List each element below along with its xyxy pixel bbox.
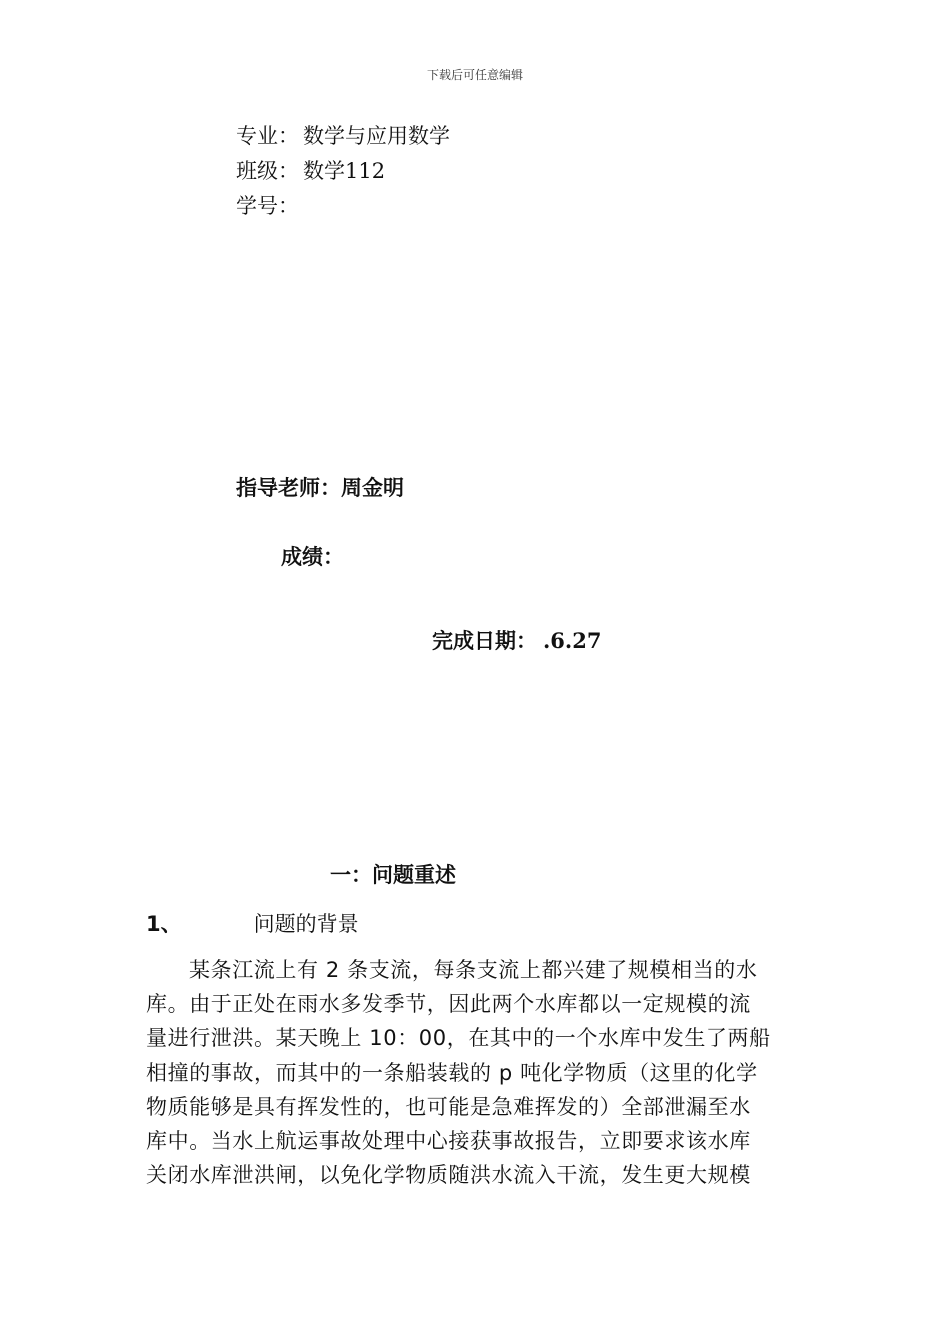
completion-date-line [432, 626, 601, 656]
class-label: 班级： [236, 159, 299, 183]
section-title: 一：问题重述 [330, 863, 456, 887]
completion-date-label: 完成日期： [432, 629, 537, 653]
student-id-label: 学号： [236, 194, 299, 218]
class-value: 数学112 [303, 159, 386, 183]
paragraph-line: 库中。当水上航运事故处理中心接获事故报告，立即要求该水库 [146, 1128, 751, 1153]
grade-label: 成绩： [281, 545, 344, 569]
paragraph-line: 量进行泄洪。某天晚上 10：00，在其中的一个水库中发生了两船 [146, 1026, 771, 1051]
paragraph-line: 相撞的事故，而其中的一条船装载的 p 吨化学物质（这里的化学 [146, 1060, 758, 1085]
paragraph-line: 库。由于正处在雨水多发季节，因此两个水库都以一定规模的流 [146, 992, 751, 1017]
page-header-note: 下载后可任意编辑 [426, 68, 523, 82]
paragraph-line: 关闭水库泄洪闸，以免化学物质随洪水流入干流，发生更大规模 [146, 1163, 751, 1188]
background-paragraph [146, 953, 806, 1192]
completion-date-value: .6.27 [543, 628, 602, 653]
major-line [236, 121, 450, 151]
student-id-line [236, 191, 299, 221]
sub-heading [146, 908, 359, 938]
sub-heading-title: 问题的背景 [253, 912, 359, 936]
major-value: 数学与应用数学 [303, 124, 450, 148]
advisor-line: 指导老师：周金明 [236, 476, 404, 500]
major-label: 专业： [236, 124, 299, 148]
sub-heading-number: 1、 [146, 912, 182, 936]
paragraph-line: 物质能够是具有挥发性的，也可能是急难挥发的）全部泄漏至水 [146, 1094, 751, 1119]
paragraph-line: 某条江流上有 2 条支流，每条支流上都兴建了规模相当的水 [189, 958, 758, 982]
class-line [236, 156, 385, 186]
